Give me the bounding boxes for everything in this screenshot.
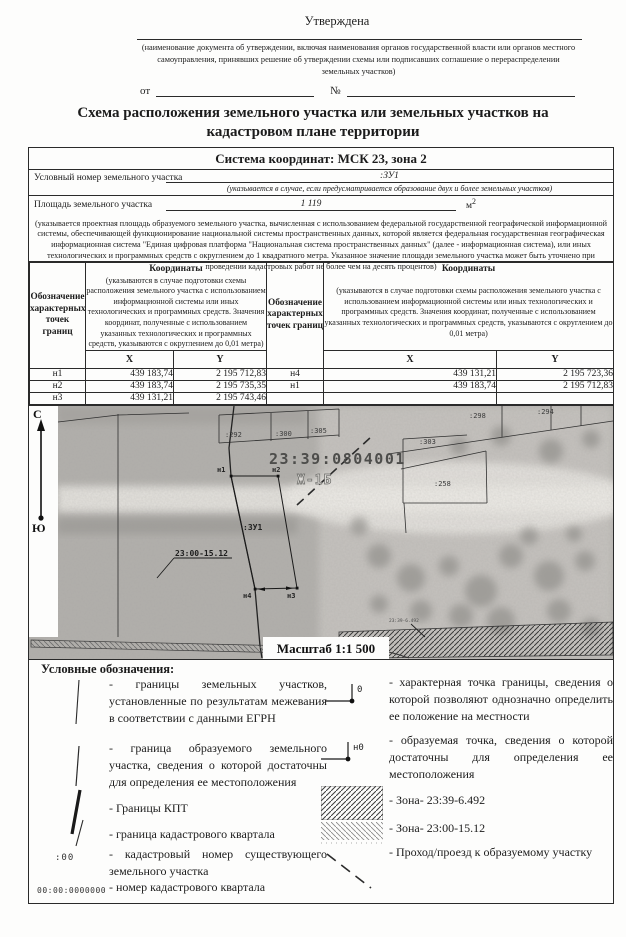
parcel-label: :300 xyxy=(275,429,292,438)
point-cell: н1 xyxy=(267,380,324,392)
quarter-number-symbol: 00:00:0000000 xyxy=(37,885,107,895)
parcel-label: :305 xyxy=(310,426,327,435)
approved-label: Утверждена xyxy=(304,14,370,28)
new-boundary-line-icon xyxy=(67,744,87,788)
number-blank-field xyxy=(347,84,575,97)
parcel-number-symbol: :00 xyxy=(55,852,75,863)
coords-note-right: (указываются в случае подготовки схемы расположения земельного участка с использованием информационной системы или иных технологических и программных средств. Значения координат, полученные с использованием указанных технологических и программных средств, указываются с округлением до 0,01 метра) xyxy=(324,276,614,351)
point-cell: н2 xyxy=(30,380,86,392)
coords-header-right: Координаты xyxy=(324,262,614,276)
legend-title: Условные обозначения: xyxy=(41,661,175,676)
table-row xyxy=(30,392,614,404)
south-label: Ю xyxy=(32,520,46,535)
existing-boundary-line-icon xyxy=(67,678,87,726)
point-header-right: Обозначение характерных точек границ xyxy=(267,262,324,368)
zone-note-label: 23:00-15.12 xyxy=(175,548,228,558)
y-cell: 2 195 735,35 xyxy=(174,380,267,392)
y-cell: 2 195 712,83 xyxy=(174,368,267,380)
point-cell: н3 xyxy=(30,392,86,404)
empty-cell xyxy=(267,392,324,404)
legend-item-new-point: - образуемая точка, сведения о которой достаточны для определения ее местоположения xyxy=(389,732,613,781)
conditional-number-row xyxy=(29,170,613,196)
legend-item-existing-boundaries: - границы земельных участков, установленные по результатам межевания в соответствии с данными ЕГРН xyxy=(109,676,327,725)
x-header-left: X xyxy=(86,350,174,368)
parcel-label: :294 xyxy=(537,407,554,416)
parcel-label: :292 xyxy=(225,430,242,439)
point-label: н4 xyxy=(243,591,252,600)
point-label: н2 xyxy=(272,465,281,474)
area-unit-letter: м xyxy=(466,200,473,211)
parcel-label: :298 xyxy=(469,411,486,420)
access-route-icon xyxy=(321,848,381,894)
aerial-photo xyxy=(29,406,613,659)
document-box xyxy=(28,147,614,904)
quarter-number-label: 23:39:0804001 xyxy=(269,449,406,468)
legend-item-parcel-number: - кадастровый номер существующего земельного участка xyxy=(109,846,327,878)
empty-cell xyxy=(324,392,497,404)
scale-label: Масштаб 1:1 500 xyxy=(276,640,376,656)
y-cell: 2 195 743,46 xyxy=(174,392,267,404)
empty-cell xyxy=(497,392,614,404)
point-symbol-label: н0 xyxy=(353,742,364,753)
quarter-boundary-line-icon xyxy=(69,818,89,848)
y-cell: 2 195 712,83 xyxy=(497,380,614,392)
y-header-left: Y xyxy=(174,350,267,368)
conditional-number-note: (указывается в случае, если предусматривается образование двух и более земельных участков) xyxy=(226,183,553,193)
scale-box xyxy=(263,637,389,659)
point-cell: н4 xyxy=(267,368,324,380)
parcel-label: :303 xyxy=(419,437,436,446)
x-cell: 439 131,21 xyxy=(86,392,174,404)
north-arrow xyxy=(29,406,58,637)
parcel-label: :258 xyxy=(434,479,451,488)
point-symbol-label: 0 xyxy=(357,684,363,695)
point-label: н3 xyxy=(287,591,296,600)
conditional-number-label: Условный номер земельного участка xyxy=(34,172,183,183)
area-unit-sup: 2 xyxy=(472,196,476,206)
table-row xyxy=(30,380,614,392)
legend-item-zone-b: - Зона- 23:00-15.12 xyxy=(389,820,486,835)
characteristic-point-icon xyxy=(325,678,373,706)
point-label: н1 xyxy=(217,465,226,474)
x-cell: 439 131,21 xyxy=(324,368,497,380)
approval-blank-line xyxy=(137,39,582,40)
area-unit xyxy=(466,196,476,211)
legend-item-quarter-boundary: - граница кадастрового квартала xyxy=(109,826,275,841)
legend-item-kpt-boundary: - Границы КПТ xyxy=(109,800,188,815)
y-cell: 2 195 723,36 xyxy=(497,368,614,380)
from-label: от xyxy=(140,85,151,98)
zone-hatch-b-icon xyxy=(321,822,383,846)
map-canvas xyxy=(29,406,613,659)
point-header-left: Обозначение характерных точек границ xyxy=(30,262,86,368)
north-label: С xyxy=(33,406,42,421)
x-header-right: X xyxy=(324,350,497,368)
new-parcel-label: :ЗУ1 xyxy=(243,522,263,532)
legend xyxy=(29,660,613,903)
page-title: Схема расположения земельного участка или земельных участков на кадастровом плане территории xyxy=(77,105,549,140)
legend-item-zone-a: - Зона- 23:39-6.492 xyxy=(389,792,486,807)
x-cell: 439 183,74 xyxy=(86,380,174,392)
area-value: 1 119 xyxy=(166,199,456,211)
cadastral-map xyxy=(29,405,613,660)
x-cell: 439 183,74 xyxy=(86,368,174,380)
legend-item-new-boundary: - граница образуемого земельного участка, сведения о которой достаточны для определения ее местоположения xyxy=(109,740,327,789)
from-blank-field xyxy=(156,84,314,97)
area-label: Площадь земельного участка xyxy=(34,199,153,210)
coords-note-left: (указываются в случае подготовки схемы расположения земельного участка с использованием информационной системы или иных технологических и программных средств. Значения координат, полученные с использованием указанных технологических и программных средств, указываются с округлением до 0,01 метра) xyxy=(86,276,267,351)
table-row xyxy=(30,368,614,380)
number-label: № xyxy=(330,85,341,98)
new-point-icon xyxy=(321,736,373,764)
x-cell: 439 183,74 xyxy=(324,380,497,392)
area-note: (указывается проектная площадь образуемого земельного участка, вычисленная с использованием федеральной государственной географической информационной системы, обеспечивающей функционирование национальной системы пространственных данных, которой является федеральная государственная географическая информационная система "Единая цифровая платформа "Национальная система пространственных данных" (далее - информационная система), или иных технологических и программных средств с округлением до 1 квадратного метра. Указанное значение площади земельного участка может быть уточнено при проведении кадастровых работ не более чем на десять процентов) xyxy=(29,218,613,262)
point-cell: н1 xyxy=(30,368,86,380)
approval-note: (наименование документа об утверждении, включая наименования органов государственной власти или органов местного самоуправления, принявших решение об утверждении схемы или подписавших соглашение о перераспределении земельных участков) xyxy=(141,43,576,77)
zone-code-label: Ж-1Б xyxy=(297,472,333,488)
legend-item-characteristic-point: - характерная точка границы, сведения о которой позволяют однозначно определить ее положение на местности xyxy=(389,674,613,723)
legend-item-access-route: - Проход/проезд к образуемому участку xyxy=(389,844,593,859)
from-number-row xyxy=(140,84,626,97)
coordinates-table xyxy=(29,262,614,405)
zone-small-label: 23:39-6.492 xyxy=(389,618,419,624)
coordinate-system-header: Система координат: МСК 23, зона 2 xyxy=(29,148,613,170)
conditional-number-value: :ЗУ1 xyxy=(166,170,613,183)
zone-hatch-a-icon xyxy=(321,786,383,820)
y-header-right: Y xyxy=(497,350,614,368)
legend-item-quarter-number: - номер кадастрового квартала xyxy=(109,879,266,894)
area-row xyxy=(29,196,613,218)
coords-header-left: Координаты xyxy=(86,262,267,276)
